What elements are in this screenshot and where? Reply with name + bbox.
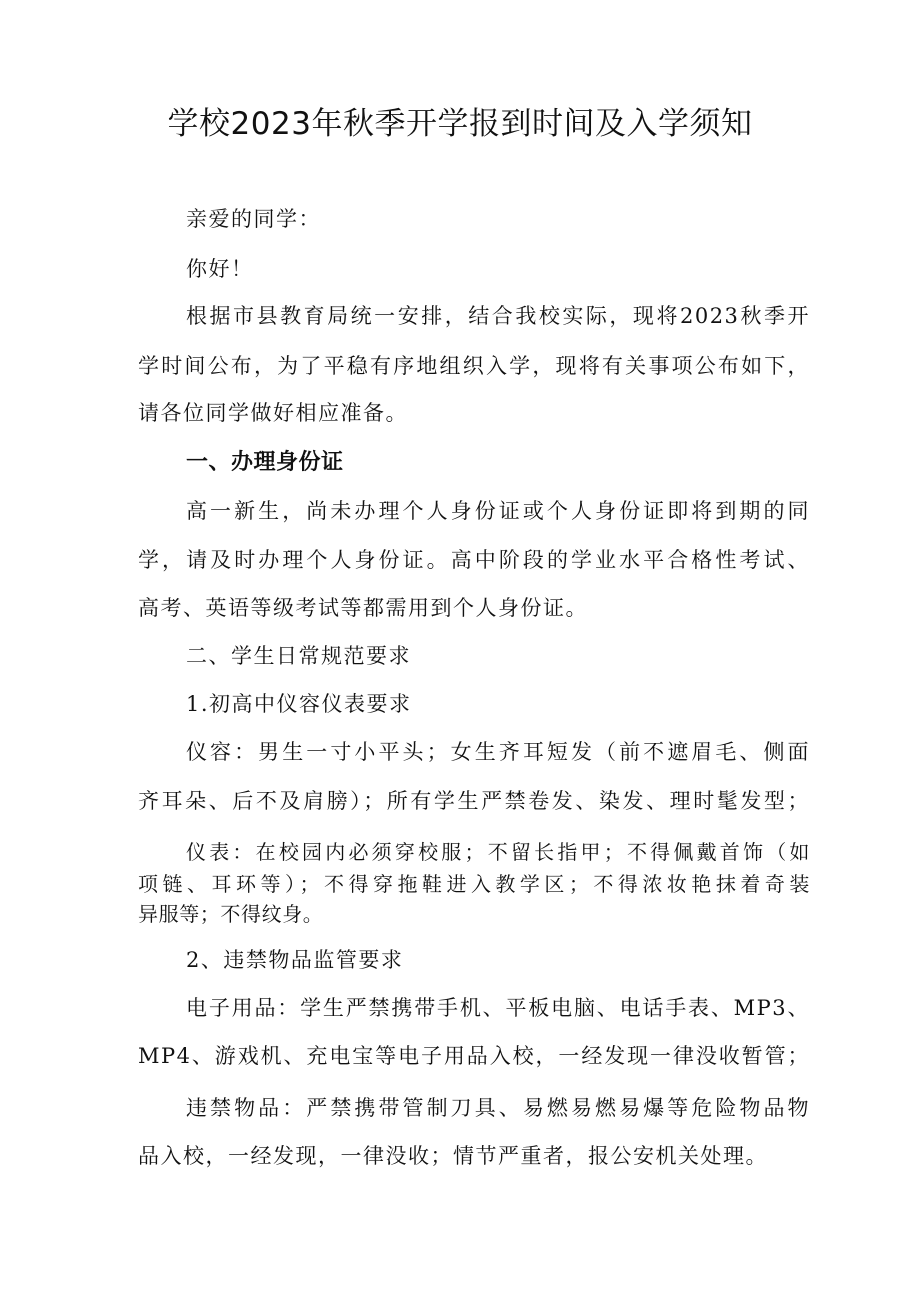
prohibited-line-1: 违禁物品：严禁携带管制刀具、易燃易燃易爆等危险物品物 — [186, 1096, 810, 1120]
intro-line-2: 学时间公布，为了平稳有序地组织入学，现将有关事项公布如下， — [138, 354, 810, 378]
attire-line-1: 仪表：在校园内必须穿校服；不留长指甲；不得佩戴首饰（如 — [186, 840, 810, 864]
appearance-line-2: 齐耳朵、后不及肩膀）；所有学生严禁卷发、染发、理时髦发型； — [138, 789, 810, 813]
appearance-line-1: 仪容：男生一寸小平头；女生齐耳短发（前不遮眉毛、侧面 — [186, 740, 810, 764]
document-title: 学校2023年秋季开学报到时间及入学须知 — [167, 106, 753, 142]
subsection-2-heading: 2、违禁物品监管要求 — [186, 948, 404, 972]
intro-line-3: 请各位同学做好相应准备。 — [138, 401, 408, 425]
hello-line: 你好！ — [186, 257, 254, 281]
subsection-1-heading: 1.初高中仪容仪表要求 — [186, 692, 412, 716]
attire-line-3: 异服等；不得纹身。 — [138, 902, 324, 926]
section-2-heading: 二、学生日常规范要求 — [186, 644, 411, 668]
greeting: 亲爱的同学： — [186, 207, 321, 231]
section-1-line-3: 高考、英语等级考试等都需用到个人身份证。 — [138, 596, 588, 620]
electronics-line-2: MP4、游戏机、充电宝等电子用品入校，一经发现一律没收暂管； — [138, 1044, 810, 1068]
section-1-heading: 一、办理身份证 — [186, 450, 344, 475]
prohibited-line-2: 品入校，一经发现，一律没收；情节严重者，报公安机关处理。 — [138, 1144, 768, 1168]
electronics-line-1: 电子用品：学生严禁携带手机、平板电脑、电话手表、MP3、 — [186, 996, 810, 1020]
intro-line-1: 根据市县教育局统一安排，结合我校实际，现将2023秋季开 — [186, 304, 810, 328]
attire-line-2: 项链、耳环等）；不得穿拖鞋进入教学区；不得浓妆艳抹着奇装 — [138, 872, 810, 896]
section-1-line-2: 学，请及时办理个人身份证。高中阶段的学业水平合格性考试、 — [138, 548, 810, 572]
section-1-line-1: 高一新生，尚未办理个人身份证或个人身份证即将到期的同 — [186, 499, 810, 523]
